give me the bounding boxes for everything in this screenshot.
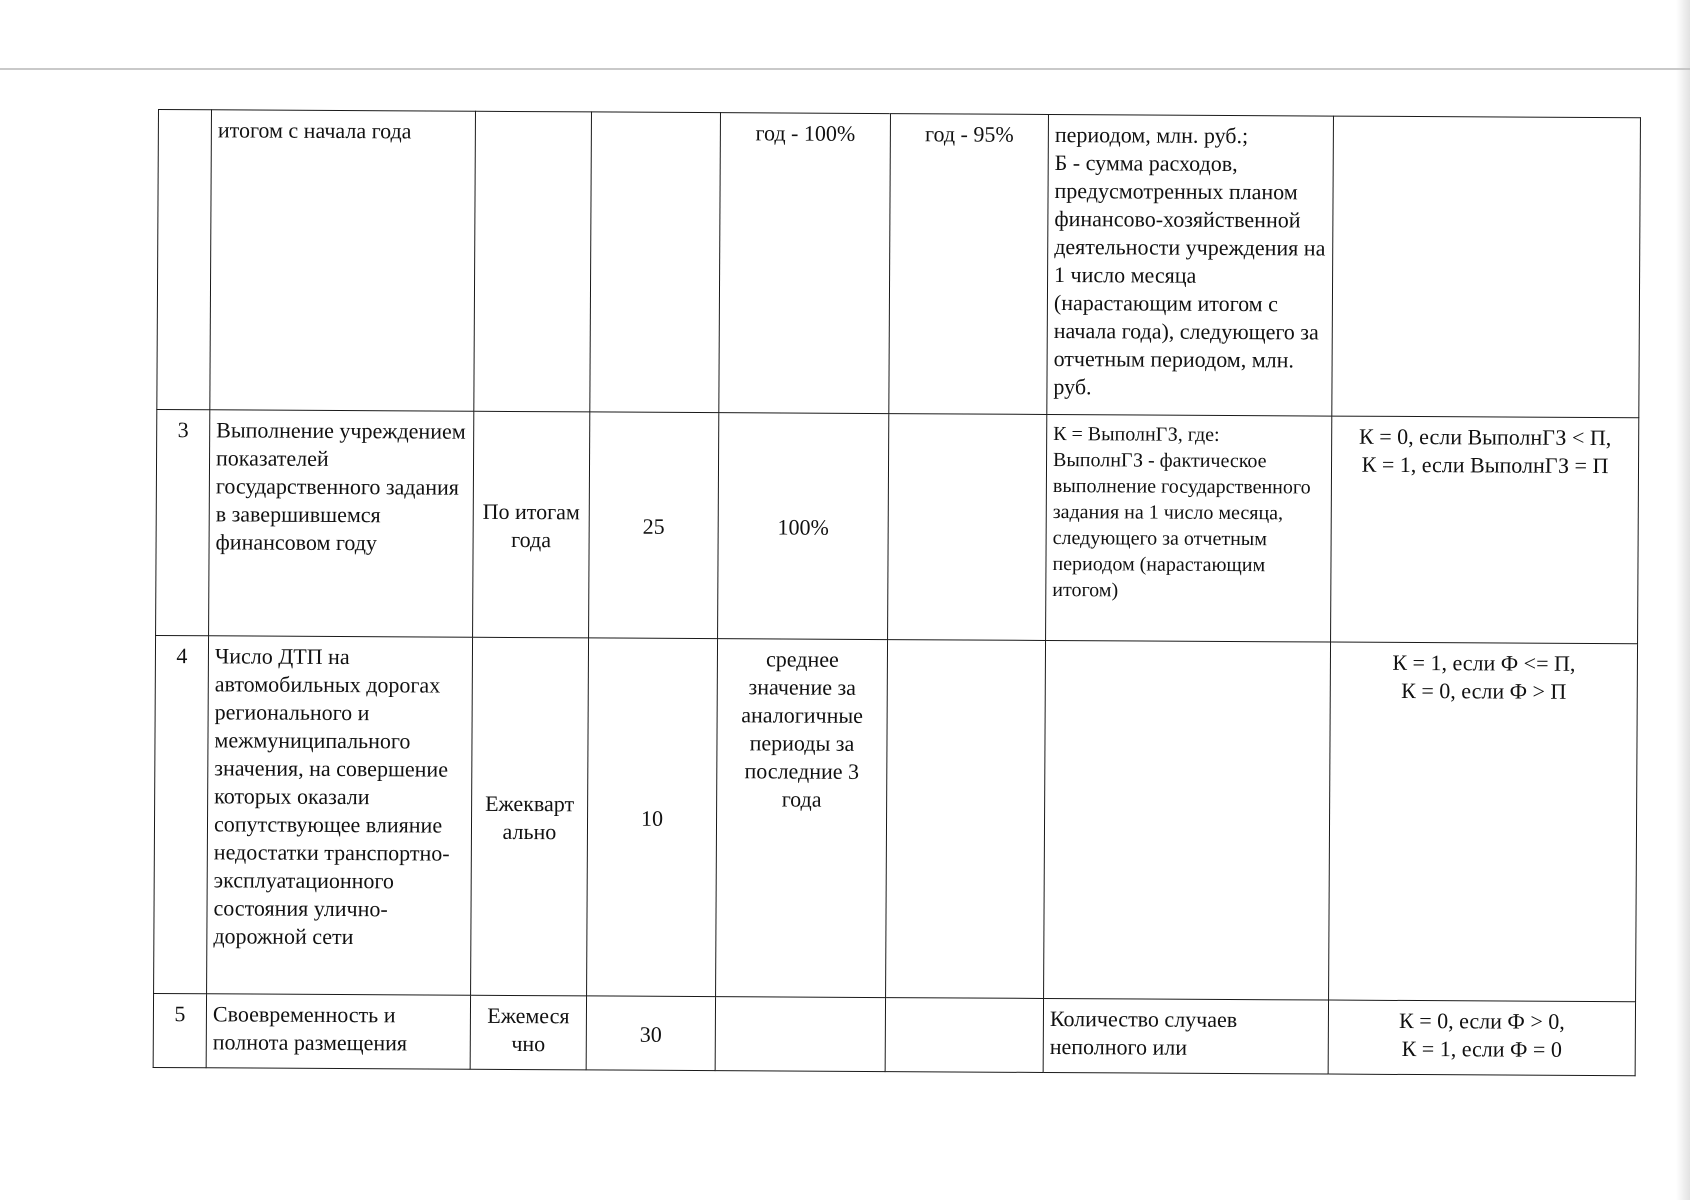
plan-value [715, 997, 885, 1072]
formula-description [1044, 640, 1331, 1000]
threshold-value [888, 414, 1047, 641]
periodicity [474, 111, 592, 412]
formula-description: периодом, млн. руб.; Б - сумма расходов, предусмотренных планом финансово-хозяйственной деятельности учреждения на 1 число месяца (нарастающим итогом с начала года), следующего за отчетным периодом, млн. руб. [1047, 114, 1334, 416]
plan-value: 100% [718, 413, 889, 640]
indicator-name: Своевременность и полнота размещения [206, 994, 470, 1069]
row-number [157, 110, 212, 410]
periodicity: По итогам года [473, 411, 590, 638]
row-number: 5 [153, 993, 206, 1067]
plan-value: среднее значение за аналогичные периоды за последние 3 года [716, 639, 888, 998]
scan-top-edge [0, 68, 1690, 70]
table-row-4 [154, 635, 1638, 1001]
row-number: 3 [156, 409, 210, 635]
weight: 10 [587, 638, 718, 997]
scan-right-shadow [1676, 0, 1690, 1200]
threshold-value [886, 640, 1046, 999]
coefficient-rule [1332, 116, 1641, 418]
weight [590, 112, 721, 413]
coefficient-rule: К = 1, если Ф <= П, К = 0, если Ф > П [1329, 642, 1638, 1002]
threshold-value [885, 998, 1043, 1073]
periodicity: Ежемеся чно [470, 995, 586, 1070]
indicator-name: Выполнение учреждением показателей государственного задания в завершившемся финансовом году [209, 410, 474, 637]
weight: 25 [589, 412, 719, 639]
threshold-value: год - 95% [889, 114, 1049, 415]
indicator-name: итогом с начала года [210, 110, 476, 411]
plan-value: год - 100% [719, 113, 891, 414]
indicator-name: Число ДТП на автомобильных дорогах регионального и межмуниципального значения, на совершение которых оказали сопутствующее влияние недостатки транспортно-эксплуатационного состояния улично-дорожной сети [207, 636, 473, 995]
indicators-table [153, 109, 1641, 1076]
periodicity: Ежекварт ально [471, 637, 589, 996]
formula-description: К = ВыполнГЗ, где: ВыполнГЗ - фактическое выполнение государственного задания на 1 число месяца, следующего за отчетным периодом (нарастающим итогом) [1046, 414, 1332, 642]
row-number: 4 [154, 635, 209, 993]
coefficient-rule: К = 0, если Ф > 0, К = 1, если Ф = 0 [1328, 1000, 1635, 1076]
table-row-3 [156, 409, 1639, 643]
table-row-continuation [157, 110, 1641, 418]
formula-description: Количество случаев неполного или [1043, 998, 1328, 1074]
weight: 30 [586, 996, 715, 1071]
coefficient-rule: К = 0, если ВыполнГЗ < П, К = 1, если ВыполнГЗ = П [1331, 416, 1639, 644]
table-row-5 [153, 993, 1635, 1075]
